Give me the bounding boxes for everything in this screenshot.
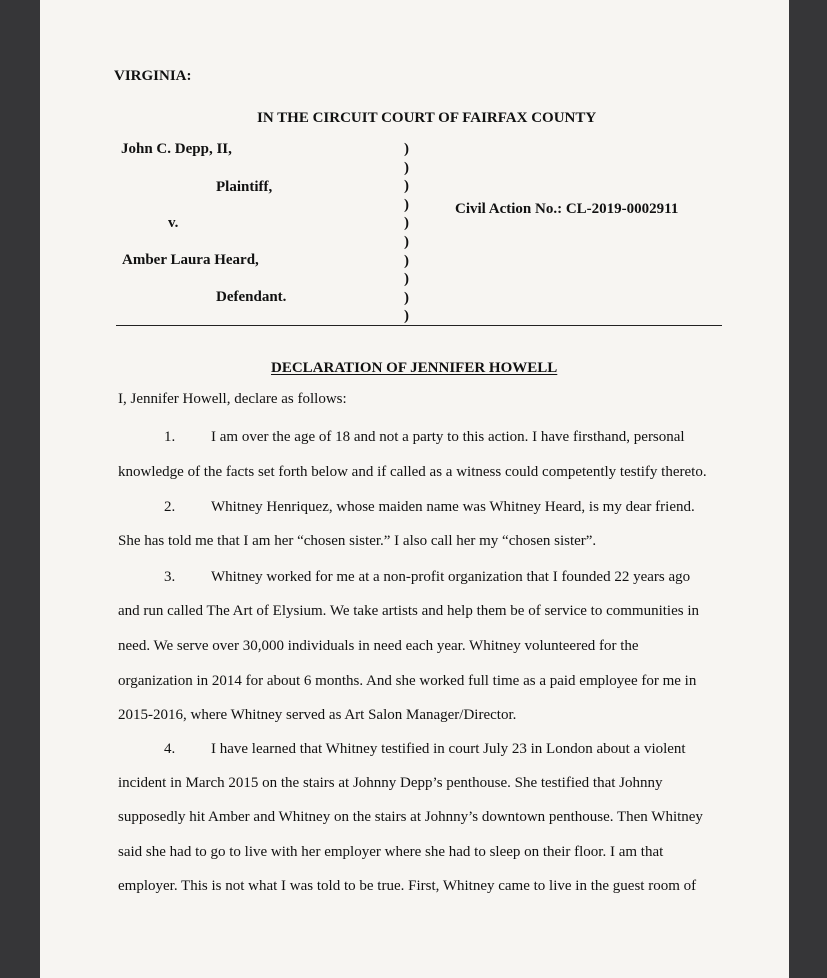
- viewer-right-margin: [789, 0, 827, 978]
- caption-bracket: ): [404, 178, 409, 195]
- caption-bracket: ): [404, 141, 409, 157]
- declaration-intro: I, Jennifer Howell, declare as follows:: [118, 391, 347, 407]
- caption-bracket: ): [404, 271, 409, 288]
- document-page: [40, 0, 789, 978]
- paragraph-line: 2015-2016, where Whitney served as Art Salon Manager/Director.: [118, 707, 517, 723]
- caption-bracket-column: [404, 140, 414, 326]
- paragraph-line: employer. This is not what I was told to be true. First, Whitney came to live in the guest room of: [118, 878, 697, 894]
- caption-divider: [116, 325, 722, 326]
- paragraph-line: said she had to go to live with her employer where she had to sleep on their floor. I am that: [118, 844, 664, 860]
- court-heading: IN THE CIRCUIT COURT OF FAIRFAX COUNTY: [257, 110, 597, 126]
- caption-bracket: ): [404, 289, 409, 306]
- paragraph-line: supposedly hit Amber and Whitney on the stairs at Johnny’s downtown penthouse. Then Whitney: [118, 809, 703, 825]
- paragraph-line: Whitney Henriquez, whose maiden name was Whitney Heard, is my dear friend.: [211, 499, 695, 515]
- plaintiff-role: Plaintiff,: [216, 179, 273, 195]
- caption-bracket: ): [404, 233, 409, 250]
- versus-label: v.: [168, 215, 179, 231]
- document-title: DECLARATION OF JENNIFER HOWELL: [271, 360, 558, 376]
- paragraph-number: 4.: [164, 741, 176, 757]
- paragraph-line: and run called The Art of Elysium. We take artists and help them be of service to communities in: [118, 603, 700, 619]
- paragraph-line: I am over the age of 18 and not a party to this action. I have firsthand, personal: [211, 429, 685, 445]
- paragraph-line: need. We serve over 30,000 individuals in need each year. Whitney volunteered for the: [118, 638, 639, 654]
- paragraph-number: 1.: [164, 429, 176, 445]
- plaintiff-name: John C. Depp, II,: [121, 141, 232, 157]
- paragraph-line: Whitney worked for me at a non-profit organization that I founded 22 years ago: [211, 569, 691, 585]
- state-heading: VIRGINIA:: [114, 68, 192, 84]
- defendant-name: Amber Laura Heard,: [122, 252, 259, 268]
- paragraph-line: I have learned that Whitney testified in court July 23 in London about a violent: [211, 741, 686, 757]
- civil-action-number: Civil Action No.: CL-2019-0002911: [455, 201, 679, 217]
- caption-bracket: ): [404, 196, 409, 213]
- viewer-left-margin: [0, 0, 40, 978]
- defendant-role: Defendant.: [216, 289, 287, 305]
- caption-bracket: ): [404, 308, 409, 325]
- paragraph-number: 2.: [164, 499, 176, 515]
- caption-bracket: ): [404, 215, 409, 232]
- caption-bracket: ): [404, 159, 409, 176]
- paragraph-line: organization in 2014 for about 6 months. And she worked full time as a paid employee for me in: [118, 673, 697, 689]
- paragraph-line: knowledge of the facts set forth below and if called as a witness could competently testify thereto.: [118, 464, 707, 480]
- paragraph-line: She has told me that I am her “chosen sister.” I also call her my “chosen sister”.: [118, 533, 597, 549]
- paragraph-number: 3.: [164, 569, 176, 585]
- caption-bracket: ): [404, 252, 409, 269]
- paragraph-line: incident in March 2015 on the stairs at Johnny Depp’s penthouse. She testified that Johnny: [118, 775, 663, 791]
